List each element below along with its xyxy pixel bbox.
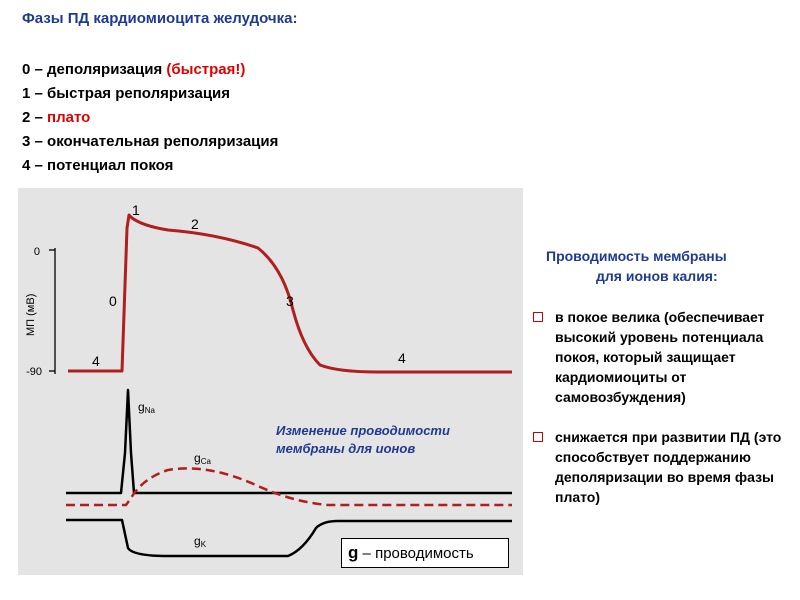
phase-item-3 [22, 130, 278, 154]
legend-symbol: g [348, 543, 359, 562]
slide-title: Фазы ПД кардиомиоцита желудочка: [22, 10, 298, 27]
ap-phase-label-2: 2 [191, 216, 199, 232]
gk-label-main: g [194, 534, 201, 548]
gna-label-sub: Na [144, 406, 155, 415]
ap-phase-label-1: 1 [132, 202, 140, 218]
ap-phase-label-4-right: 4 [398, 350, 406, 366]
phase-accent: плато [47, 109, 91, 126]
phase-text: деполяризация [47, 61, 167, 78]
checkbox-bullet-icon [533, 307, 555, 407]
list-item [533, 307, 795, 407]
phase-list [22, 58, 278, 178]
phase-text: быстрая реполяризация [47, 85, 231, 102]
potassium-conductance-heading [538, 246, 788, 286]
phase-separator: – [30, 109, 48, 126]
legend-text: – проводимость [358, 545, 474, 562]
y-tick-rest-label: -90 [26, 366, 42, 378]
potassium-bullet-list [533, 307, 795, 527]
phase-item-2 [22, 106, 278, 130]
bullet-text: снижается при развитии ПД (это способствует поддержанию деполяризации во время фазы плато) [555, 429, 782, 505]
y-tick-zero-label: 0 [33, 246, 40, 258]
gna-label [138, 400, 155, 415]
phase-accent: (быстрая!) [166, 61, 246, 78]
ap-phase-label-4-left: 4 [92, 353, 100, 369]
heading-line-1: Проводимость мембраны [546, 248, 727, 264]
phase-number: 0 [22, 61, 31, 78]
phase-separator: – [30, 61, 48, 78]
gk-label-sub: K [200, 540, 207, 549]
gca-label-main: g [194, 451, 201, 465]
ap-phase-label-0: 0 [109, 293, 117, 309]
conductance-change-note: Изменение проводимости мембраны для ионов [276, 423, 450, 456]
phase-item-4 [22, 154, 278, 178]
list-item [533, 427, 795, 507]
phase-separator: – [30, 133, 48, 150]
heading-line-2: для ионов калия: [596, 268, 718, 284]
gk-label [194, 534, 207, 549]
action-potential-figure [18, 188, 523, 575]
gna-label-main: g [138, 400, 145, 414]
phase-number: 4 [22, 157, 31, 174]
phase-text: окончательная реполяризация [47, 133, 279, 150]
figure-svg [18, 188, 523, 575]
bullet-text: в покое велика (обеспечивает высокий уровень потенциала покоя, который защищает кардиомиоциты от самовозбуждения) [555, 309, 765, 405]
conductance-legend-box [341, 538, 509, 568]
phase-separator: – [30, 85, 48, 102]
phase-item-0 [22, 58, 278, 82]
y-axis-label: МП (мВ) [25, 293, 37, 336]
phase-number: 3 [22, 133, 31, 150]
gca-label-sub: Ca [200, 457, 211, 466]
phase-number: 2 [22, 109, 31, 126]
phase-separator: – [30, 157, 48, 174]
phase-item-1 [22, 82, 278, 106]
checkbox-bullet-icon [533, 427, 555, 507]
ap-phase-label-3: 3 [286, 293, 294, 309]
phase-text: потенциал покоя [47, 157, 174, 174]
gca-label [194, 451, 211, 466]
phase-number: 1 [22, 85, 31, 102]
